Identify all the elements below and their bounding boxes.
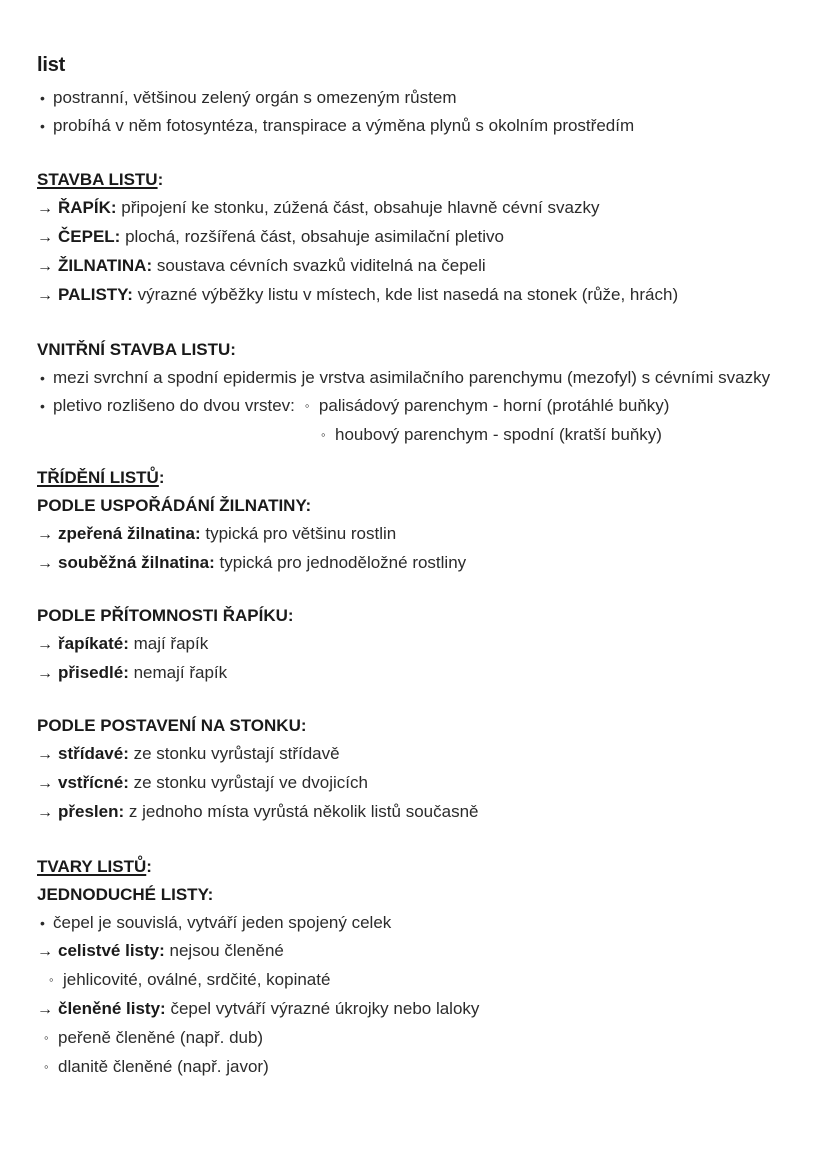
list-item-label (37, 392, 295, 421)
sub-list-item (37, 966, 790, 995)
term: řapíkaté: (58, 634, 129, 653)
term: přisedlé: (58, 663, 129, 682)
spacer (37, 827, 790, 853)
circle-marker: ◦ (44, 1030, 49, 1045)
definition: ze stonku vyrůstají ve dvojicích (128, 773, 368, 792)
circle-marker: ◦ (304, 398, 310, 413)
arrow-marker: → (37, 258, 53, 275)
term: střídavé: (58, 744, 129, 763)
bullet-marker: • (40, 90, 45, 106)
section-heading-colon: : (157, 170, 164, 189)
arrow-marker: → (37, 665, 53, 682)
circle-marker: ◦ (321, 427, 326, 442)
list-item (37, 659, 790, 688)
spacer (37, 310, 790, 336)
spacer (37, 140, 790, 166)
term: ŽILNATINA: (58, 256, 153, 275)
sub-list-item-text: peřeně členěné (např. dub) (58, 1028, 264, 1047)
sub-list-item (37, 421, 790, 450)
list-item (37, 281, 790, 310)
list-item (37, 769, 790, 798)
section-heading-colon: : (158, 468, 165, 487)
term: vstřícné: (58, 773, 129, 792)
arrow-marker: → (37, 526, 53, 543)
arrow-marker: → (37, 287, 53, 304)
definition: nemají řapík (128, 663, 228, 682)
definition: mají řapík (128, 634, 209, 653)
bullet-marker: • (40, 915, 45, 931)
sub-list-item-text: jehlicovité, oválné, srdčité, kopinaté (63, 970, 331, 989)
arrow-marker: → (37, 200, 53, 217)
sub-list-item-text: houbový parenchym - spodní (kratší buňky) (335, 425, 662, 444)
term: ŘAPÍK: (58, 198, 117, 217)
list-item (37, 194, 790, 223)
arrow-marker: → (37, 1001, 53, 1018)
subsection-heading-zilnatina: PODLE USPOŘÁDÁNÍ ŽILNATINY: (37, 496, 312, 515)
sub-list-item-text: dlanitě členěné (např. javor) (58, 1057, 269, 1076)
sub-list-item (305, 392, 670, 421)
list-item (37, 252, 790, 281)
circle-marker: ◦ (49, 972, 54, 987)
arrow-marker: → (37, 943, 53, 960)
definition: typická pro jednoděložné rostliny (214, 553, 467, 572)
list-item (37, 520, 790, 549)
list-item (37, 798, 790, 827)
list-item (37, 112, 790, 140)
definition: plochá, rozšířená část, obsahuje asimilační pletivo (120, 227, 504, 246)
list-item-text: čepel je souvislá, vytváří jeden spojený celek (53, 913, 392, 932)
page-title: list (37, 54, 66, 76)
list-item (37, 84, 790, 112)
term: celistvé listy: (58, 941, 165, 960)
list-item (37, 549, 790, 578)
section-heading-trideni-listu (37, 464, 790, 492)
subsection-heading-postaveni: PODLE POSTAVENÍ NA STONKU: (37, 716, 307, 735)
arrow-marker: → (37, 229, 53, 246)
spacer (37, 578, 790, 602)
term: PALISTY: (58, 285, 133, 304)
definition: z jednoho místa vyrůstá několik listů současně (124, 802, 479, 821)
section-heading-text: STAVBA LISTU (37, 170, 158, 189)
bullet-marker: • (40, 370, 45, 386)
section-heading-text: TVARY LISTŮ (37, 857, 147, 876)
list-item (37, 909, 790, 937)
arrow-marker: → (37, 746, 53, 763)
sub-list-item-text: palisádový parenchym - horní (protáhlé buňky) (318, 396, 670, 415)
term: zpeřená žilnatina: (58, 524, 201, 543)
definition: soustava cévních svazků viditelná na čepeli (152, 256, 486, 275)
list-item (37, 740, 790, 769)
list-item (37, 364, 790, 392)
circle-marker: ◦ (44, 1059, 49, 1074)
section-heading-stavba-listu (37, 166, 790, 194)
bullet-marker: • (40, 118, 45, 134)
section-heading-text: TŘÍDĚNÍ LISTŮ (37, 468, 159, 487)
section-heading-vnitrni-stavba: VNITŘNÍ STAVBA LISTU: (37, 340, 236, 359)
list-item-text: postranní, většinou zelený orgán s omezeným růstem (53, 88, 457, 107)
spacer (37, 450, 790, 464)
definition: připojení ke stonku, zúžená část, obsahuje hlavně cévní svazky (116, 198, 600, 217)
sub-list-item (37, 1053, 790, 1082)
arrow-marker: → (37, 555, 53, 572)
spacer (37, 688, 790, 712)
section-heading-tvary-listu (37, 853, 790, 881)
term: ČEPEL: (58, 227, 121, 246)
list-item-text: mezi svrchní a spodní epidermis je vrstva asimilačního parenchymu (mezofyl) s cévními svazky (53, 368, 771, 387)
arrow-marker: → (37, 775, 53, 792)
list-item (37, 995, 790, 1024)
list-item (37, 223, 790, 252)
list-item-text: probíhá v něm fotosyntéza, transpirace a výměna plynů s okolním prostředím (53, 116, 635, 135)
list-item-text: pletivo rozlišeno do dvou vrstev: (53, 396, 295, 415)
term: souběžná žilnatina: (58, 553, 215, 572)
subsection-heading-jednoduche-listy: JEDNODUCHÉ LISTY: (37, 885, 214, 904)
list-item (37, 392, 790, 421)
bullet-marker: • (40, 398, 45, 414)
list-item (37, 937, 790, 966)
term: přeslen: (58, 802, 125, 821)
section-heading-colon: : (146, 857, 152, 876)
definition: typická pro většinu rostlin (200, 524, 397, 543)
list-item (37, 630, 790, 659)
definition: výrazné výběžky listu v místech, kde list nasedá na stonek (růže, hrách) (132, 285, 679, 304)
subsection-heading-rapiku: PODLE PŘÍTOMNOSTI ŘAPÍKU: (37, 606, 294, 625)
arrow-marker: → (37, 636, 53, 653)
definition: čepel vytváří výrazné úkrojky nebo laloky (165, 999, 480, 1018)
definition: ze stonku vyrůstají střídavě (128, 744, 340, 763)
term: členěné listy: (58, 999, 166, 1018)
arrow-marker: → (37, 804, 53, 821)
sub-list-item (37, 1024, 790, 1053)
definition: nejsou členěné (164, 941, 284, 960)
